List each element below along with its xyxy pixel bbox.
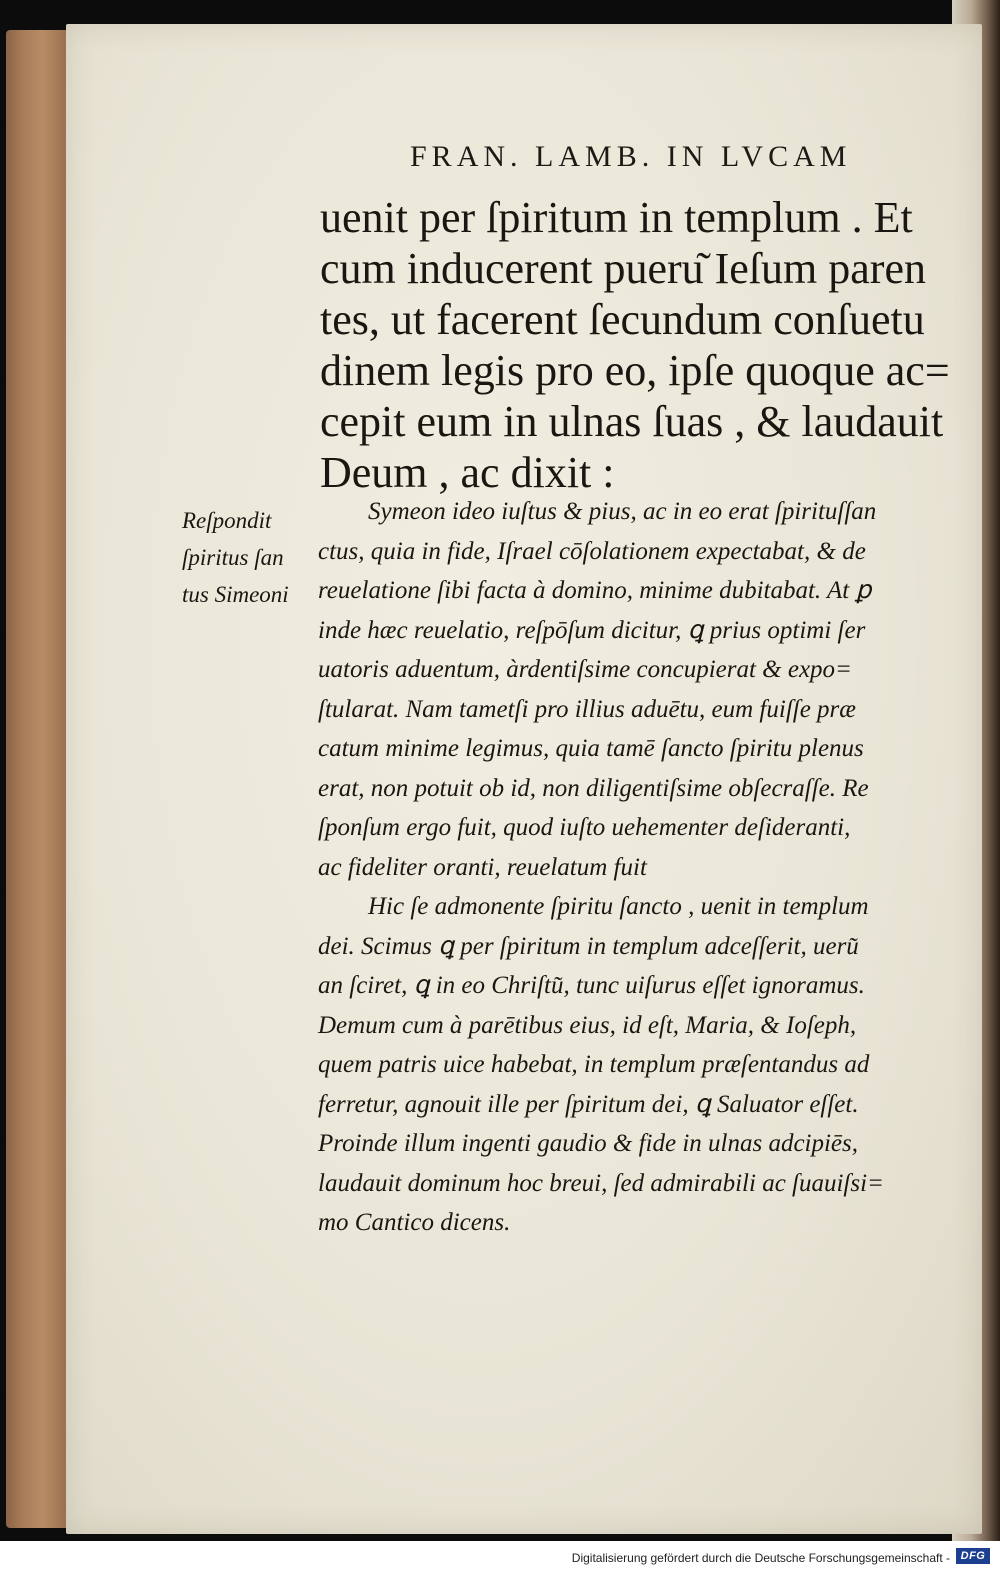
commentary-line: Demum cum à parētibus eius, id eſt, Maria, & Ioſeph, — [318, 1011, 857, 1039]
commentary-line: reuelatione ſibi facta à domino, minime dubitabat. At ꝑ — [318, 577, 872, 604]
book-page-edges-left — [6, 30, 72, 1528]
funding-credit: Digitalisierung gefördert durch die Deutsche Forschungsgemeinschaft - — [571, 1551, 950, 1565]
commentary-line: Symeon ideo iuſtus & pius, ac in eo erat ſpirituſſan — [368, 498, 877, 525]
commentary-line: an ſciret, ꝗ in eo Chriſtu͂, tunc uiſurus eſſet ignoramus. — [318, 972, 865, 999]
main-text-line: tes, ut facerent ſecundum conſuetu — [320, 295, 925, 344]
commentary-line: Hic ſe admonente ſpiritu ſancto , uenit in templum — [368, 893, 869, 920]
commentary-line: uatoris aduentum, àrdentiſsime concupierat & expo= — [318, 656, 852, 683]
running-head: FRAN. LAMB. IN LVCAM — [410, 140, 852, 173]
commentary-line: quem patris uice habebat, in templum præſentandus ad — [318, 1051, 870, 1078]
main-text-block — [320, 192, 970, 498]
commentary-line: catum minime legimus, quia tamē ſancto ſpiritu plenus — [318, 735, 864, 762]
marginal-note — [182, 502, 322, 613]
marginal-note-line: ſpiritus ſan — [182, 545, 284, 570]
commentary-line: ſtularat. Nam tametſi pro illius aduētu, eum fuiſſe præ — [318, 695, 856, 723]
commentary-line: mo Cantico dicens. — [318, 1209, 511, 1236]
main-text-line: cepit eum in ulnas ſuas , & laudauit — [320, 397, 944, 446]
commentary-block — [318, 492, 968, 1243]
main-text-line: cum inducerent pueru͂ Ieſum paren — [320, 244, 926, 293]
commentary-line: erat, non potuit ob id, non diligentiſsime obſecraſſe. Re — [318, 774, 869, 802]
commentary-line: ac fideliter oranti, reuelatum fuit — [318, 853, 647, 881]
commentary-line: dei. Scimus ꝗ per ſpiritum in templum adceſſerit, ueru͂ — [318, 932, 859, 960]
commentary-line: ſponſum ergo fuit, quod iuſto uehementer deſideranti, — [318, 814, 851, 841]
main-text-line: dinem legis pro eo, ipſe quoque ac= — [320, 346, 950, 395]
marginal-note-line: Reſpondit — [182, 508, 272, 533]
commentary-line: Proinde illum ingenti gaudio & fide in ulnas adcipiēs, — [318, 1130, 859, 1157]
commentary-line: inde hæc reuelatio, reſpōſum dicitur, ꝗ prius optimi ſer — [318, 616, 866, 644]
main-text-line: uenit per ſpiritum in templum . Et — [320, 193, 913, 242]
marginal-note-line: tus Simeoni — [182, 582, 289, 607]
dfg-logo-icon: DFG — [956, 1548, 990, 1564]
main-text-line: Deum , ac dixit : — [320, 448, 615, 497]
footer-bar — [0, 1541, 1000, 1569]
commentary-line: ferretur, agnouit ille per ſpiritum dei, ꝗ Saluator eſſet. — [318, 1090, 859, 1118]
commentary-line: ctus, quia in fide, Iſrael cōſolationem expectabat, & de — [318, 537, 866, 565]
commentary-line: laudauit dominum hoc breui, ſed admirabili ac ſuauiſsi= — [318, 1169, 884, 1197]
